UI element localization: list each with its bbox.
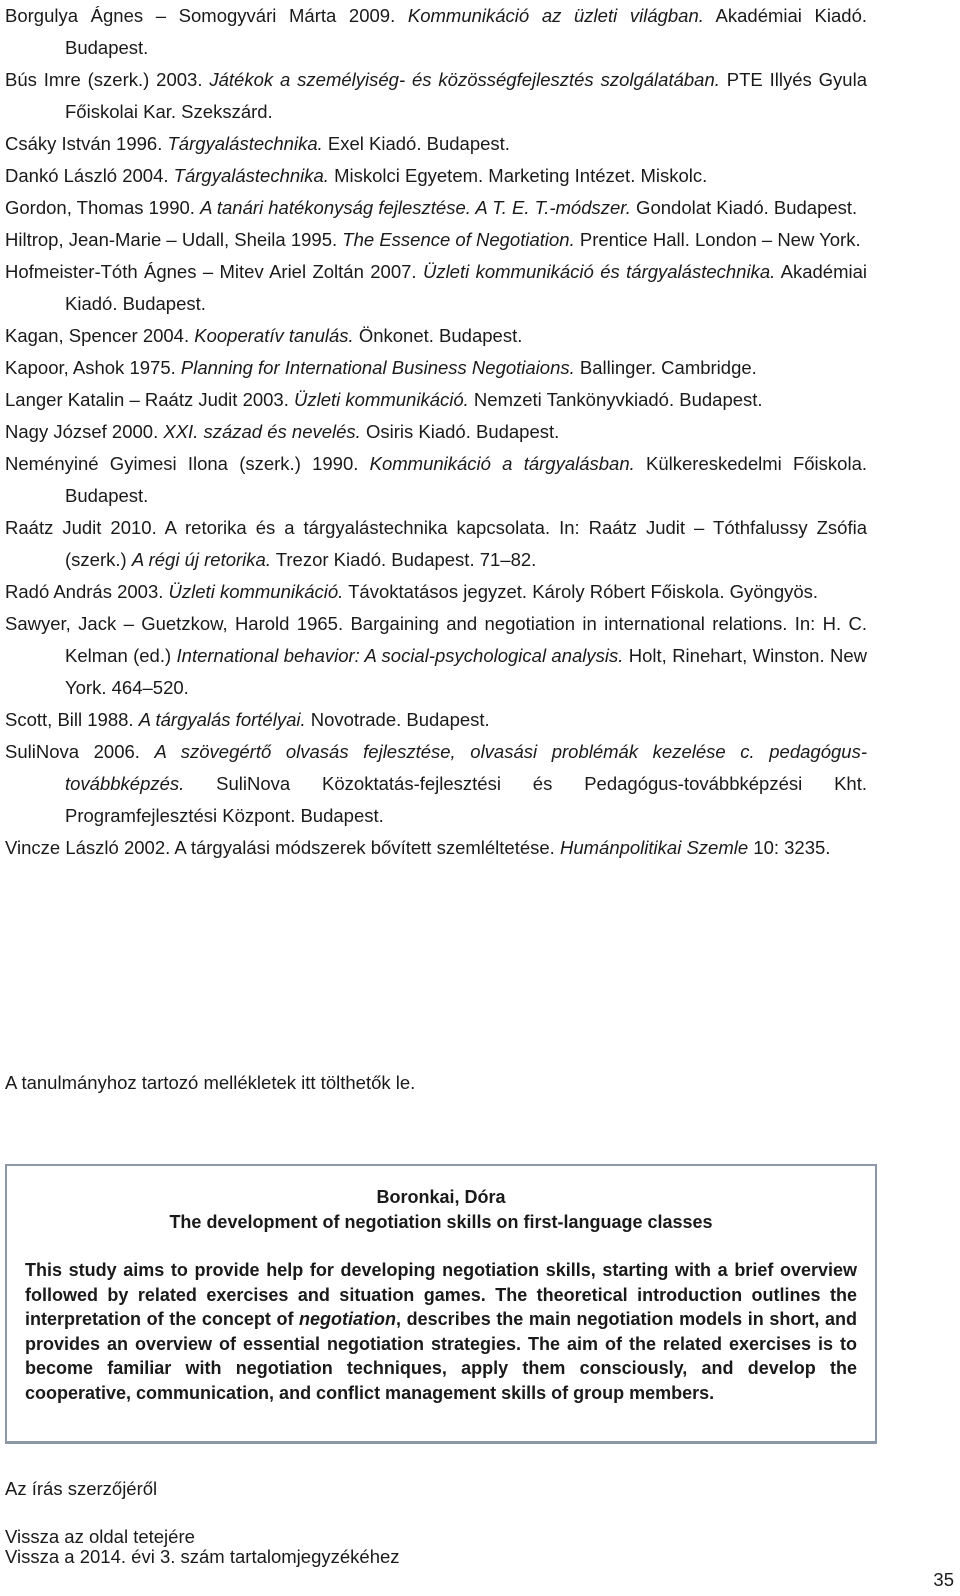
reference-title: Humánpolitikai Szemle xyxy=(559,837,749,858)
reference-title: A tanári hatékonyság fejlesztése. A T. E. T.-módszer. xyxy=(200,197,631,218)
abstract-title: The development of negotiation skills on first-language classes xyxy=(169,1211,713,1232)
reference-text: Önkonet. Budapest. xyxy=(353,325,523,346)
back-to-toc-link[interactable]: Vissza a 2014. évi 3. szám tartalomjegyzékéhez xyxy=(5,1546,400,1567)
reference-text: Akadémiai Kiadó. Budapest. xyxy=(65,261,867,314)
appendix-download-link[interactable]: itt xyxy=(301,1072,316,1093)
appendix-note xyxy=(5,1072,415,1094)
reference-title: Kommunikáció a tárgyalásban. xyxy=(369,453,635,474)
reference-text: 10: 3235. xyxy=(748,837,831,858)
english-abstract-box xyxy=(5,1164,877,1444)
reference-text: Osiris Kiadó. Budapest. xyxy=(360,421,560,442)
reference-text: Hiltrop, Jean-Marie – Udall, Sheila 1995. xyxy=(5,229,343,250)
reference-text: Radó András 2003. xyxy=(5,581,169,602)
reference-item xyxy=(5,0,867,64)
appendix-text-after: tölthetők le. xyxy=(315,1072,416,1093)
abstract-author: Boronkai, Dóra xyxy=(376,1187,506,1207)
reference-item xyxy=(5,512,867,576)
reference-item xyxy=(5,224,867,256)
reference-text: Távoktatásos jegyzet. Károly Róbert Főiskola. Gyöngyös. xyxy=(343,581,819,602)
reference-list xyxy=(5,0,867,864)
reference-item xyxy=(5,416,867,448)
reference-title: The Essence of Negotiation. xyxy=(342,229,575,250)
reference-text: Prentice Hall. London – New York. xyxy=(574,229,861,250)
reference-title: Kooperatív tanulás. xyxy=(194,325,354,346)
reference-text: Csáky István 1996. xyxy=(5,133,168,154)
reference-item xyxy=(5,160,867,192)
reference-text: Bús Imre (szerk.) 2003. xyxy=(5,69,210,90)
reference-text: Novotrade. Budapest. xyxy=(305,709,490,730)
reference-title: Üzleti kommunikáció. xyxy=(294,389,469,410)
reference-text: Langer Katalin – Raátz Judit 2003. xyxy=(5,389,294,410)
reference-text: SuliNova 2006. xyxy=(5,741,155,762)
reference-title: A tárgyalás fortélyai. xyxy=(138,709,306,730)
reference-title: Kommunikáció az üzleti világban. xyxy=(407,5,704,26)
reference-title: A szövegértő olvasás fejlesztése, olvasási problémák kezelése c. pedagógus-továbbképzés. xyxy=(65,741,867,794)
appendix-text-before: A tanulmányhoz tartozó mellékletek xyxy=(5,1072,302,1093)
reference-title: Üzleti kommunikáció. xyxy=(168,581,344,602)
reference-text: Kagan, Spencer 2004. xyxy=(5,325,195,346)
reference-item xyxy=(5,64,867,128)
reference-text: Nagy József 2000. xyxy=(5,421,164,442)
reference-item xyxy=(5,448,867,512)
reference-item xyxy=(5,736,867,832)
reference-text: Kapoor, Ashok 1975. xyxy=(5,357,181,378)
reference-text: Gondolat Kiadó. Budapest. xyxy=(630,197,858,218)
reference-item xyxy=(5,352,867,384)
reference-text: Akadémiai Kiadó. Budapest. xyxy=(65,5,867,58)
reference-title: Üzleti kommunikáció és tárgyalástechnika. xyxy=(422,261,776,282)
reference-text: Scott, Bill 1988. xyxy=(5,709,139,730)
reference-text: Holt, Rinehart, Winston. New York. 464–520. xyxy=(65,645,867,698)
reference-text: Trezor Kiadó. Budapest. 71–82. xyxy=(270,549,537,570)
abstract-text-before: This study aims to provide help for developing negotiation skills, starting with a brief overview followed by related exercises and situation games. The theoretical introduction outlines the interpretation of the concept of xyxy=(25,1260,857,1329)
reference-item xyxy=(5,320,867,352)
abstract-emphasis: negotiation xyxy=(299,1309,397,1329)
reference-item xyxy=(5,128,867,160)
reference-text: Borgulya Ágnes – Somogyvári Márta 2009. xyxy=(5,5,408,26)
reference-text: Neményiné Gyimesi Ilona (szerk.) 1990. xyxy=(5,453,370,474)
abstract-body xyxy=(25,1258,857,1405)
reference-item xyxy=(5,384,867,416)
reference-item xyxy=(5,608,867,704)
reference-item xyxy=(5,704,867,736)
abstract-text-after: , describes the main negotiation models in short, and provides an overview of essential negotiation strategies. The aim of the related exercises is to become familiar with negotiation techniques, apply them consciously, and develop the cooperative, communication, and conflict management skills of group members. xyxy=(25,1309,857,1403)
back-to-top-link[interactable]: Vissza az oldal tetejére xyxy=(5,1526,195,1547)
page-number: 35 xyxy=(933,1569,954,1590)
reference-title: A régi új retorika. xyxy=(131,549,271,570)
reference-text: Hofmeister-Tóth Ágnes – Mitev Ariel Zoltán 2007. xyxy=(5,261,423,282)
reference-title: International behavior: A social-psychological analysis. xyxy=(176,645,624,666)
reference-text: Vincze László 2002. A tárgyalási módszerek bővített szemléltetése. xyxy=(5,837,560,858)
reference-item xyxy=(5,832,867,864)
reference-title: Tárgyalástechnika. xyxy=(173,165,329,186)
about-author-link[interactable]: Az írás szerzőjéről xyxy=(5,1478,158,1499)
reference-text: PTE Illyés Gyula Főiskolai Kar. Szekszárd. xyxy=(65,69,867,122)
reference-item xyxy=(5,576,867,608)
reference-text: Ballinger. Cambridge. xyxy=(574,357,757,378)
reference-text: Miskolci Egyetem. Marketing Intézet. Miskolc. xyxy=(328,165,708,186)
reference-text: Sawyer, Jack – Guetzkow, Harold 1965. Bargaining and negotiation in international relations. In: H. C. Kelman (ed.) xyxy=(5,613,867,666)
reference-item xyxy=(5,192,867,224)
reference-text: Raátz Judit 2010. A retorika és a tárgyalástechnika kapcsolata. In: Raátz Judit – Tóthfalussy Zsófia (szerk.) xyxy=(5,517,867,570)
reference-title: Játékok a személyiség- és közösségfejlesztés szolgálatában. xyxy=(209,69,720,90)
reference-title: XXI. század és nevelés. xyxy=(163,421,361,442)
reference-title: Planning for International Business Negotiaions. xyxy=(180,357,575,378)
reference-text: Nemzeti Tankönyvkiadó. Budapest. xyxy=(468,389,763,410)
reference-text: Dankó László 2004. xyxy=(5,165,174,186)
reference-item xyxy=(5,256,867,320)
reference-text: Külkereskedelmi Főiskola. Budapest. xyxy=(65,453,867,506)
reference-text: Exel Kiadó. Budapest. xyxy=(322,133,510,154)
reference-text: Gordon, Thomas 1990. xyxy=(5,197,201,218)
reference-title: Tárgyalástechnika. xyxy=(167,133,323,154)
reference-text: SuliNova Közoktatás-fejlesztési és Pedagógus-továbbképzési Kht. Programfejlesztési Központ. Budapest. xyxy=(65,773,867,826)
